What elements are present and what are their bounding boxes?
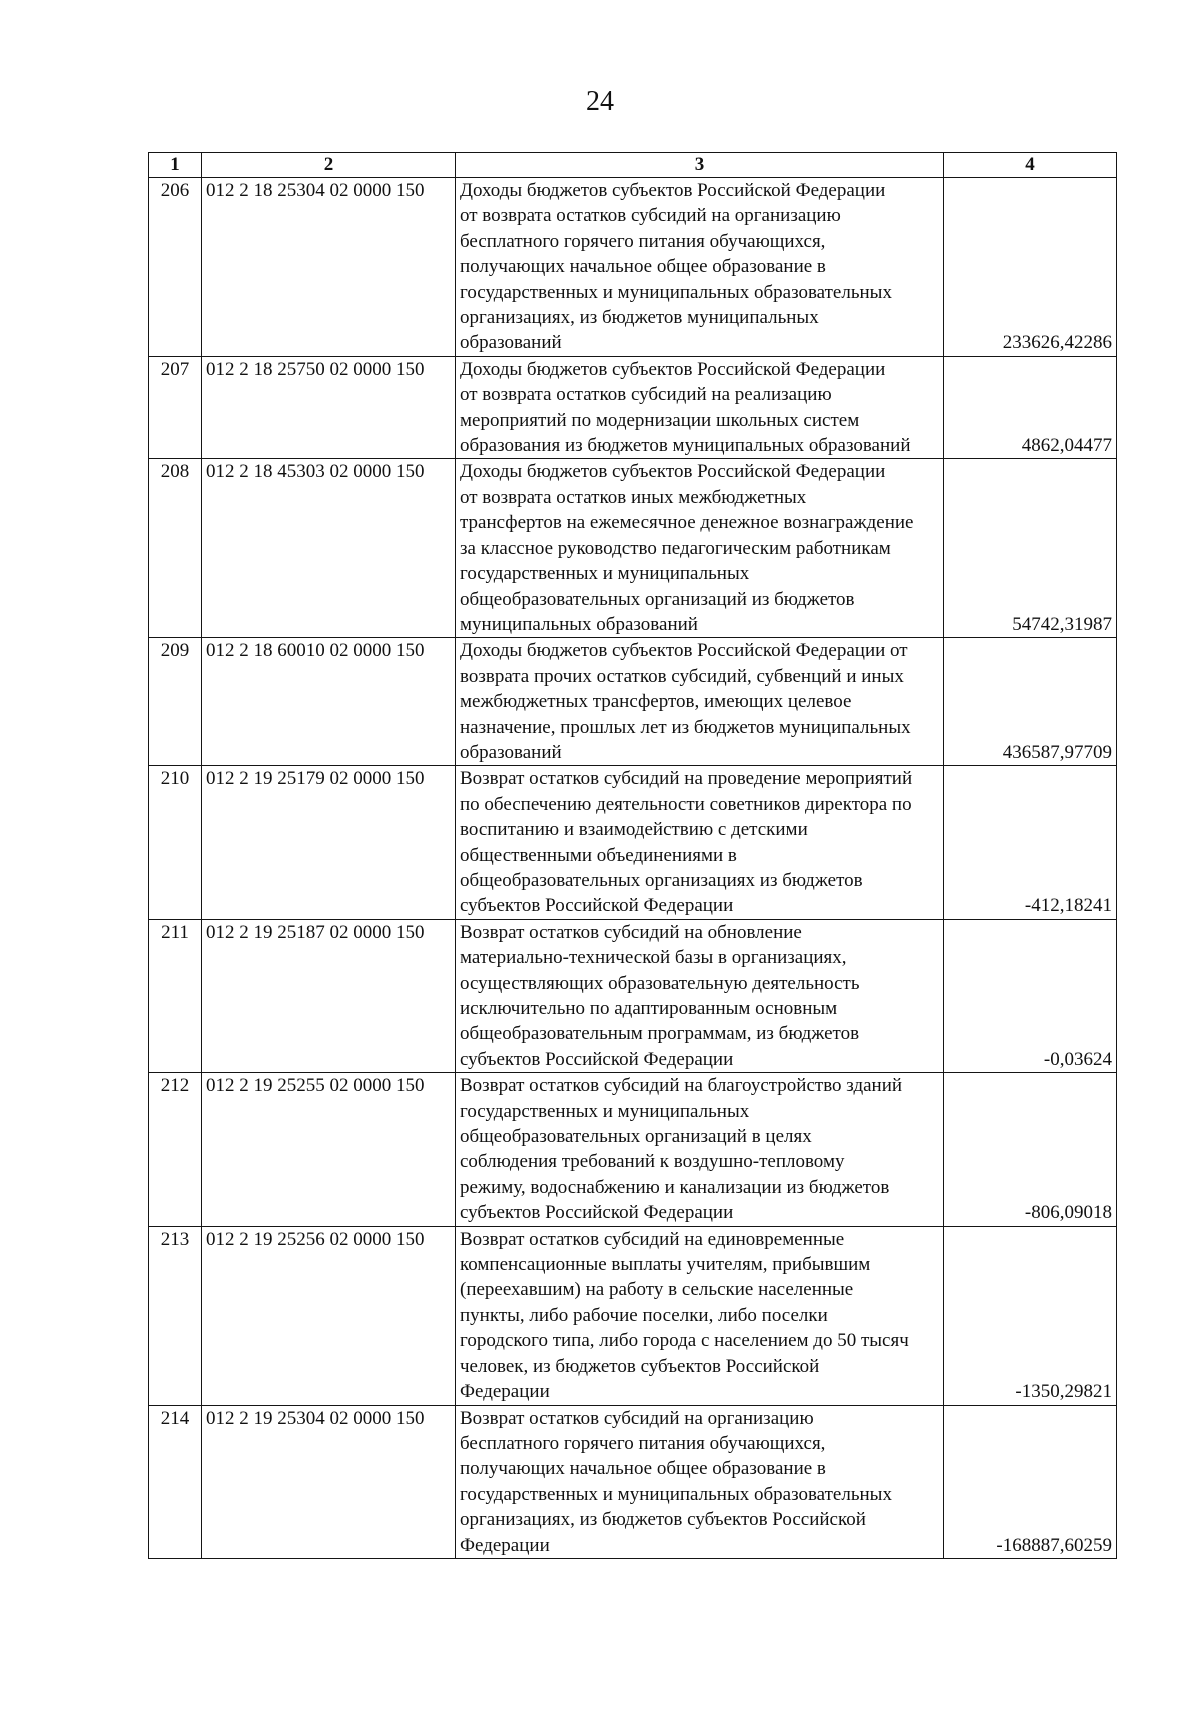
description-line: Возврат остатков субсидий на единовременные — [460, 1228, 845, 1250]
header-col-3: 3 — [456, 153, 944, 178]
table-row — [149, 178, 1117, 357]
table-row — [149, 1405, 1117, 1558]
table-row — [149, 356, 1117, 459]
description-line: общеобразовательных организаций в целях — [460, 1126, 812, 1148]
table-row — [149, 919, 1117, 1072]
description-line: Возврат остатков субсидий на организацию — [460, 1407, 814, 1429]
description-line: общеобразовательных организаций из бюджетов — [460, 588, 855, 610]
table-row — [149, 638, 1117, 766]
description-line: по обеспечению деятельности советников директора по — [460, 793, 912, 815]
budget-code-cell: 012 2 19 25304 02 0000 150 — [202, 1405, 456, 1558]
description-line: человек, из бюджетов субъектов Российской — [460, 1355, 820, 1377]
description-line: Федерации — [460, 1381, 550, 1403]
table-row — [149, 766, 1117, 919]
amount-cell: -412,18241 — [944, 766, 1117, 919]
description-line: государственных и муниципальных образовательных — [460, 1483, 892, 1505]
row-number-cell: 213 — [149, 1226, 202, 1405]
table-body — [149, 178, 1117, 1559]
description-line: общеобразовательных организациях из бюджетов — [460, 869, 863, 891]
budget-table — [148, 152, 1117, 1559]
amount-cell: -168887,60259 — [944, 1405, 1117, 1558]
budget-code-cell: 012 2 19 25187 02 0000 150 — [202, 919, 456, 1072]
description-line: образования из бюджетов муниципальных образований — [460, 435, 911, 457]
description-line: общеобразовательным программам, из бюджетов — [460, 1023, 860, 1045]
table-row — [149, 1073, 1117, 1226]
description-cell — [456, 638, 944, 766]
description-line: от возврата остатков иных межбюджетных — [460, 486, 807, 508]
description-line: муниципальных образований — [460, 613, 698, 635]
row-number-cell: 207 — [149, 356, 202, 459]
description-line: государственных и муниципальных — [460, 1100, 750, 1122]
description-line: компенсационные выплаты учителям, прибывшим — [460, 1254, 871, 1276]
description-cell — [456, 178, 944, 357]
description-line: возврата прочих остатков субсидий, субвенций и иных — [460, 665, 904, 687]
amount-cell: 436587,97709 — [944, 638, 1117, 766]
description-line: бесплатного горячего питания обучающихся, — [460, 230, 826, 252]
description-line: от возврата остатков субсидий на реализацию — [460, 384, 832, 406]
description-line: Возврат остатков субсидий на проведение мероприятий — [460, 768, 913, 790]
budget-code-cell: 012 2 18 60010 02 0000 150 — [202, 638, 456, 766]
budget-code-cell: 012 2 18 25750 02 0000 150 — [202, 356, 456, 459]
description-line: Доходы бюджетов субъектов Российской Федерации — [460, 358, 886, 380]
amount-cell: 233626,42286 — [944, 178, 1117, 357]
description-line: получающих начальное общее образование в — [460, 256, 826, 278]
table-row — [149, 1226, 1117, 1405]
description-line: материально-технической базы в организациях, — [460, 947, 847, 969]
description-line: Доходы бюджетов субъектов Российской Федерации — [460, 180, 886, 201]
amount-cell: -806,09018 — [944, 1073, 1117, 1226]
budget-code-cell: 012 2 18 25304 02 0000 150 — [202, 178, 456, 357]
description-line: организациях, из бюджетов субъектов Российской — [460, 1509, 866, 1531]
amount-cell: -1350,29821 — [944, 1226, 1117, 1405]
description-line: государственных и муниципальных — [460, 563, 750, 585]
description-line: трансфертов на ежемесячное денежное вознаграждение — [460, 512, 914, 534]
header-row — [149, 153, 1117, 178]
description-line: воспитанию и взаимодействию с детскими — [460, 819, 808, 841]
page-number: 24 — [586, 86, 614, 117]
amount-cell: -0,03624 — [944, 919, 1117, 1072]
header-col-1: 1 — [149, 153, 202, 178]
table-header — [149, 153, 1117, 178]
description-line: исключительно по адаптированным основным — [460, 998, 838, 1019]
description-line: общественными объединениями в — [460, 844, 737, 866]
description-line: субъектов Российской Федерации — [460, 1202, 734, 1224]
description-line: от возврата остатков субсидий на организацию — [460, 205, 841, 227]
description-cell — [456, 356, 944, 459]
description-line: соблюдения требований к воздушно-тепловому — [460, 1151, 845, 1173]
description-cell — [456, 1073, 944, 1226]
description-line: назначение, прошлых лет из бюджетов муниципальных — [460, 716, 911, 738]
description-line: Возврат остатков субсидий на обновление — [460, 921, 802, 943]
description-line: Федерации — [460, 1534, 550, 1556]
budget-code-cell: 012 2 19 25256 02 0000 150 — [202, 1226, 456, 1405]
description-cell — [456, 459, 944, 638]
header-col-4: 4 — [944, 153, 1117, 178]
row-number-cell: 208 — [149, 459, 202, 638]
row-number-cell: 210 — [149, 766, 202, 919]
description-line: бесплатного горячего питания обучающихся, — [460, 1432, 826, 1454]
description-line: за классное руководство педагогическим работникам — [460, 537, 891, 559]
row-number-cell: 211 — [149, 919, 202, 1072]
description-line: пункты, либо рабочие поселки, либо поселки — [460, 1304, 828, 1326]
description-line: городского типа, либо города с населением до 50 тысяч — [460, 1330, 909, 1352]
description-cell — [456, 766, 944, 919]
description-line: организациях, из бюджетов муниципальных — [460, 307, 819, 329]
description-line: субъектов Российской Федерации — [460, 1048, 734, 1070]
description-line: образований — [460, 741, 562, 763]
description-line: субъектов Российской Федерации — [460, 895, 734, 917]
header-col-2: 2 — [202, 153, 456, 178]
amount-cell: 54742,31987 — [944, 459, 1117, 638]
description-line: осуществляющих образовательную деятельность — [460, 972, 860, 994]
budget-code-cell: 012 2 19 25255 02 0000 150 — [202, 1073, 456, 1226]
description-line: Доходы бюджетов субъектов Российской Федерации — [460, 461, 886, 483]
row-number-cell: 209 — [149, 638, 202, 766]
table-row — [149, 459, 1117, 638]
row-number-cell: 206 — [149, 178, 202, 357]
description-line: межбюджетных трансфертов, имеющих целевое — [460, 691, 852, 713]
description-line: (переехавшим) на работу в сельские населенные — [460, 1279, 854, 1301]
description-line: режиму, водоснабжению и канализации из бюджетов — [460, 1176, 890, 1198]
row-number-cell: 214 — [149, 1405, 202, 1558]
description-line: Доходы бюджетов субъектов Российской Федерации от — [460, 640, 908, 662]
description-line: образований — [460, 332, 562, 354]
description-cell — [456, 1226, 944, 1405]
amount-cell: 4862,04477 — [944, 356, 1117, 459]
description-cell — [456, 1405, 944, 1558]
row-number-cell: 212 — [149, 1073, 202, 1226]
description-line: Возврат остатков субсидий на благоустройство зданий — [460, 1075, 903, 1097]
description-line: государственных и муниципальных образовательных — [460, 281, 892, 303]
budget-code-cell: 012 2 18 45303 02 0000 150 — [202, 459, 456, 638]
description-cell — [456, 919, 944, 1072]
budget-code-cell: 012 2 19 25179 02 0000 150 — [202, 766, 456, 919]
description-line: мероприятий по модернизации школьных систем — [460, 409, 860, 431]
description-line: получающих начальное общее образование в — [460, 1458, 826, 1480]
